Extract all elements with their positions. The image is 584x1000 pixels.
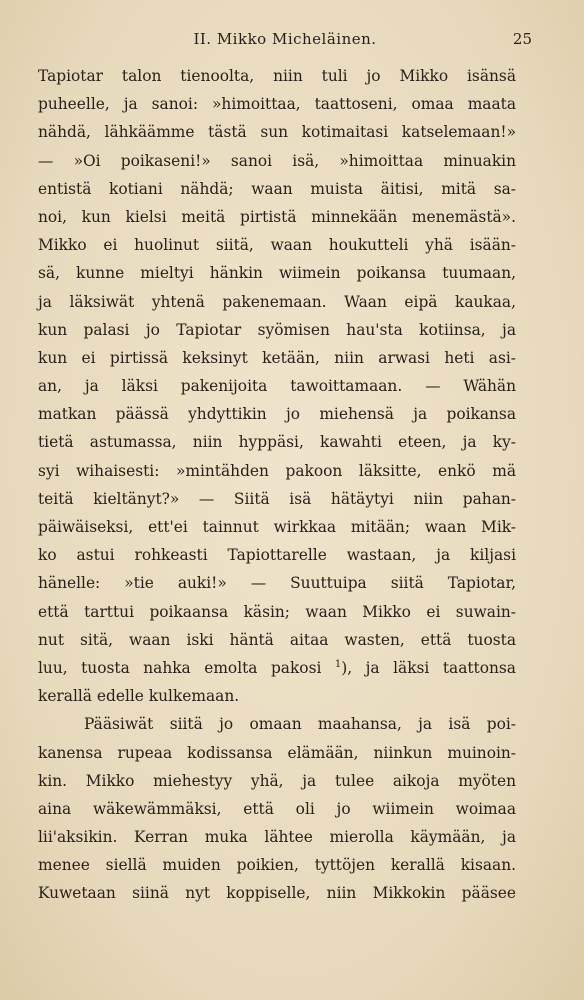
text-line: kin. Mikko miehestyy yhä, ja tulee aikoja myöten <box>38 771 516 790</box>
text-segment: ), ja läksi taattonsa <box>341 658 516 677</box>
footnote-marker: 1 <box>334 658 342 670</box>
text-line: että tarttui poikaansa käsin; waan Mikko ei suwain- <box>38 602 516 621</box>
text-line: Tapiotar talon tienoolta, niin tuli jo Mikko isänsä <box>38 67 516 85</box>
text-line-with-footnote <box>38 654 516 682</box>
text-line: an, ja läksi pakenijoita tawoittamaan. — Wähän <box>38 377 516 396</box>
page-number: 25 <box>512 30 532 48</box>
text-line: Mikko ei huolinut siitä, waan houkutteli yhä isään- <box>38 236 516 255</box>
page-header <box>38 30 532 54</box>
running-title: II. Mikko Micheläinen. <box>193 30 377 48</box>
text-line: matkan päässä yhdyttikin jo miehensä ja poikansa <box>38 405 516 424</box>
text-line: menee siellä muiden poikien, tyttöjen kerallä kisaan. <box>38 856 516 875</box>
text-line: päiwäiseksi, ett'ei tainnut wirkkaa mitään; waan Mik- <box>38 518 516 536</box>
text-line: lii'aksikin. Kerran muka lähtee mierolla käymään, ja <box>38 828 516 847</box>
text-line: — »Oi poikaseni!» sanoi isä, »himoittaa minuakin <box>38 151 516 170</box>
text-line: kanensa rupeaa kodissansa elämään, niinkun muinoin- <box>38 743 516 762</box>
text-line: sä, kunne mieltyi hänkin wiimein poikansa tuumaan, <box>38 264 516 283</box>
body-text <box>38 62 516 908</box>
text-line: teitä kieltänyt?» — Siitä isä hätäytyi niin pahan- <box>38 489 516 508</box>
text-line: noi, kun kielsi meitä pirtistä minnekään menemästä». <box>38 207 516 226</box>
text-line: tietä astumassa, niin hyppäsi, kawahti eteen, ja ky- <box>38 433 516 452</box>
paragraph-start-line: Pääsiwät siitä jo omaan maahansa, ja isä poi- <box>84 715 516 734</box>
text-line: nähdä, lähkäämme tästä sun kotimaitasi katselemaan!» <box>38 123 516 142</box>
text-segment: luu, tuosta nahka emolta pakosi <box>38 658 322 677</box>
text-line: puheelle, ja sanoi: »himoittaa, taattoseni, omaa maata <box>38 95 516 114</box>
text-line: syi wihaisesti: »mintähden pakoon läksitte, enkö mä <box>38 461 516 480</box>
text-line: nut sitä, waan iski häntä aitaa wasten, että tuosta <box>38 630 516 649</box>
text-line: ko astui rohkeasti Tapiottarelle wastaan, ja kiljasi <box>38 546 516 565</box>
paragraph-end-line: kerallä edelle kulkemaan. <box>38 687 240 706</box>
text-line: kun ei pirtissä keksinyt ketään, niin arwasi heti asi- <box>38 348 516 367</box>
text-line: ja läksiwät yhtenä pakenemaan. Waan eipä kaukaa, <box>38 292 516 311</box>
text-line: kun palasi jo Tapiotar syömisen hau'sta kotiinsa, ja <box>38 320 516 339</box>
text-line: aina wäkewämmäksi, että oli jo wiimein woimaa <box>38 799 516 818</box>
text-line: hänelle: »tie auki!» — Suuttuipa siitä Tapiotar, <box>38 574 516 593</box>
text-line: entistä kotiani nähdä; waan muista äitisi, mitä sa- <box>38 179 516 198</box>
text-line: Kuwetaan siinä nyt koppiselle, niin Mikkokin pääsee <box>38 884 516 903</box>
